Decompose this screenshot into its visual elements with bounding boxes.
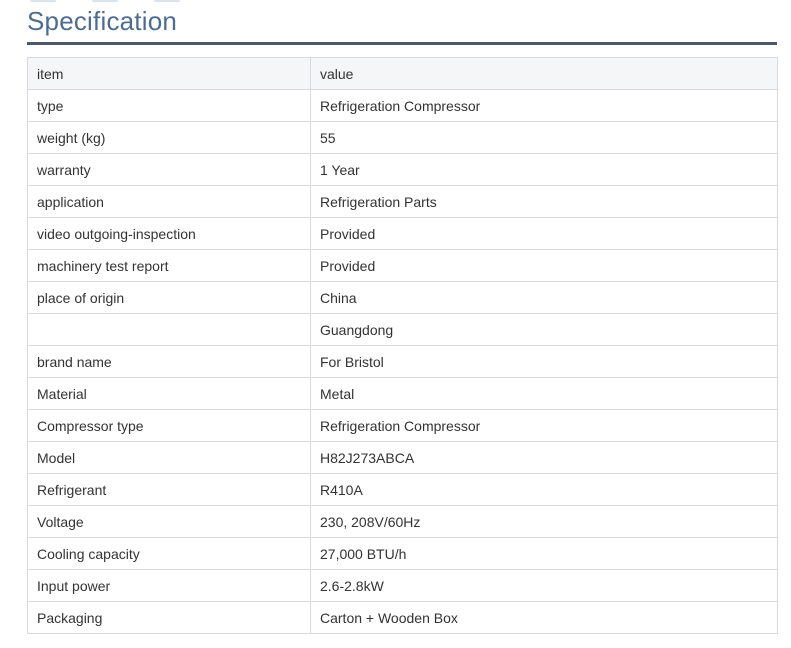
table-row xyxy=(28,154,778,186)
table-row xyxy=(28,250,778,282)
table-row xyxy=(28,218,778,250)
table-row xyxy=(28,602,778,634)
item-cell: Model xyxy=(28,442,311,474)
spec-table-head xyxy=(28,58,778,90)
table-row xyxy=(28,410,778,442)
table-row xyxy=(28,474,778,506)
item-cell: Compressor type xyxy=(28,410,311,442)
value-column-header: value xyxy=(311,58,778,90)
value-cell: Guangdong xyxy=(311,314,778,346)
table-row xyxy=(28,538,778,570)
value-cell: Provided xyxy=(311,218,778,250)
item-cell: type xyxy=(28,90,311,122)
table-row xyxy=(28,378,778,410)
clipped-content-remnant xyxy=(30,0,180,3)
title-underline-rule xyxy=(27,42,777,45)
table-row xyxy=(28,346,778,378)
value-cell: R410A xyxy=(311,474,778,506)
spec-table-body xyxy=(28,90,778,634)
value-cell: Provided xyxy=(311,250,778,282)
item-cell: Material xyxy=(28,378,311,410)
value-cell: 27,000 BTU/h xyxy=(311,538,778,570)
table-row xyxy=(28,90,778,122)
value-cell: Refrigeration Parts xyxy=(311,186,778,218)
table-row xyxy=(28,506,778,538)
header-row xyxy=(28,58,778,90)
item-cell: Refrigerant xyxy=(28,474,311,506)
table-row xyxy=(28,314,778,346)
value-cell: Metal xyxy=(311,378,778,410)
item-cell: application xyxy=(28,186,311,218)
table-row xyxy=(28,186,778,218)
table-row xyxy=(28,122,778,154)
value-cell: 230, 208V/60Hz xyxy=(311,506,778,538)
specification-table xyxy=(27,57,778,634)
clipped-text-fragment xyxy=(154,0,180,2)
value-cell: 1 Year xyxy=(311,154,778,186)
item-cell: Voltage xyxy=(28,506,311,538)
item-cell: place of origin xyxy=(28,282,311,314)
table-row xyxy=(28,282,778,314)
value-cell: Refrigeration Compressor xyxy=(311,410,778,442)
value-cell: 2.6-2.8kW xyxy=(311,570,778,602)
item-cell: brand name xyxy=(28,346,311,378)
item-column-header: item xyxy=(28,58,311,90)
value-cell: Carton + Wooden Box xyxy=(311,602,778,634)
value-cell: China xyxy=(311,282,778,314)
clipped-text-fragment xyxy=(30,0,56,2)
clipped-text-fragment xyxy=(92,0,118,2)
value-cell: H82J273ABCA xyxy=(311,442,778,474)
item-cell: video outgoing-inspection xyxy=(28,218,311,250)
item-cell: warranty xyxy=(28,154,311,186)
table-row xyxy=(28,570,778,602)
item-cell xyxy=(28,314,311,346)
value-cell: Refrigeration Compressor xyxy=(311,90,778,122)
page-title: Specification xyxy=(27,6,178,36)
item-cell: Input power xyxy=(28,570,311,602)
item-cell: weight (kg) xyxy=(28,122,311,154)
item-cell: Packaging xyxy=(28,602,311,634)
item-cell: machinery test report xyxy=(28,250,311,282)
item-cell: Cooling capacity xyxy=(28,538,311,570)
table-row xyxy=(28,442,778,474)
value-cell: 55 xyxy=(311,122,778,154)
value-cell: For Bristol xyxy=(311,346,778,378)
